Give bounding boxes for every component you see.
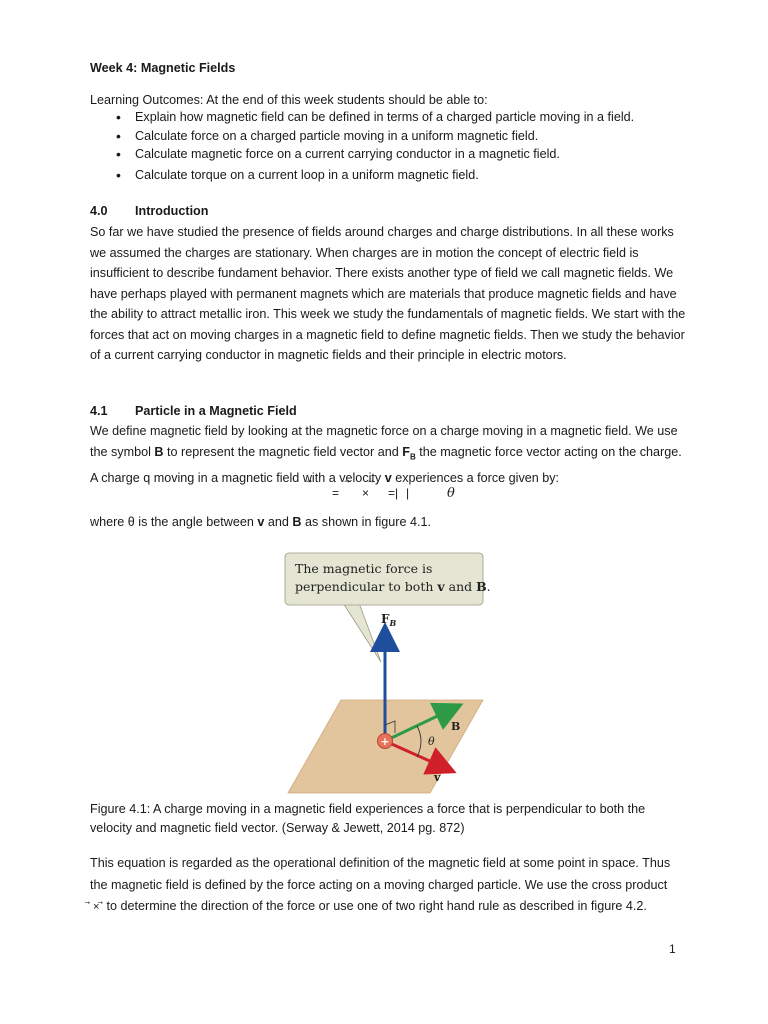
equation-fragment: | <box>406 486 410 500</box>
intro-paragraph: So far we have studied the presence of fields around charges and charge distributions. In all these works we assumed the charges are stationary. When charges are in motion the concept of electric field is insufficient to describe fundament behavior. There exists another type of field we call magnetic fields. We have perhaps played with permanent magnets which are materials that produce magnetic fields and have the ability to attract metallic iron. This week we study the fundamentals of magnetic fields. We start with the forces that act on moving charges in a magnetic field to define magnetic fields. Then we study the behavior of a current carrying conductor in magnetic fields and their principle in electric motors. <box>90 225 686 362</box>
section-title: Particle in a Magnetic Field <box>135 404 297 418</box>
callout-pointer <box>343 603 381 662</box>
callout-line-1: The magnetic force is <box>295 561 433 576</box>
figure-illustration <box>285 545 491 800</box>
section-number: 4.0 <box>90 204 108 218</box>
figure-caption: Figure 4.1: A charge moving in a magnetic field experiences a force that is perpendicular to both the velocity and magnetic field vector. (Serway & Jewett, 2014 pg. 872) <box>90 802 646 835</box>
particle-paragraph <box>90 421 690 488</box>
theta-label: θ <box>428 735 435 748</box>
learning-outcomes-intro: Learning Outcomes: At the end of this week students should be able to: <box>90 93 488 107</box>
theta-symbol: θ <box>447 486 455 501</box>
figure-magnetic-force <box>285 545 491 800</box>
force-label: $F_B$ <box>381 612 397 628</box>
page-number: 1 <box>669 942 676 956</box>
section-number: 4.1 <box>90 404 108 418</box>
text-run: the magnetic force vector acting on the charge. A charge q moving in a magnetic field with a velocity <box>90 444 682 485</box>
text-run: to represent the magnetic field vector and <box>163 444 403 459</box>
section-title: Introduction <box>135 204 209 218</box>
symbol-v: v <box>384 470 392 485</box>
field-label: B <box>451 720 461 733</box>
equation-fragment: = <box>332 486 340 500</box>
cross-product-symbol: ⃗ × ⃗ <box>90 901 103 913</box>
list-item: • Calculate magnetic force on a current carrying conductor in a magnetic field. <box>90 145 690 164</box>
force-equation <box>300 484 500 506</box>
section-heading-particle <box>90 401 297 421</box>
list-item: • Calculate torque on a current loop in a uniform magnetic field. <box>90 166 690 185</box>
charge-sign: + <box>380 735 390 748</box>
symbol-fb: $F_B$ <box>402 444 416 462</box>
list-item: • Explain how magnetic field can be defined in terms of a charged particle moving in a field. <box>90 108 690 127</box>
list-item: • Calculate force on a charged particle moving in a uniform magnetic field. <box>90 127 690 146</box>
equation-fragment: =| <box>388 486 399 500</box>
text-run: experiences a force given by: <box>391 470 560 485</box>
equation-fragment: × <box>362 486 370 500</box>
angle-sentence: where θ is the angle between v and B as shown in figure 4.1. <box>90 515 431 529</box>
learning-outcomes-list <box>90 108 690 184</box>
callout-line-2: perpendicular to both v and B. <box>295 579 491 594</box>
text-run: We define magnetic field by looking at the magnetic force on a charge moving in a magnetic field. We use the symbol <box>90 424 678 459</box>
symbol-b: B <box>154 444 164 459</box>
velocity-label: v <box>434 771 441 784</box>
page-title: Week 4: Magnetic Fields <box>90 61 236 75</box>
section-heading-intro <box>90 201 208 221</box>
definition-paragraph: This equation is regarded as the operational definition of the magnetic field at some point in space. Thus the magnetic field is defined by the force acting on a moving charged particle. We use the cross product ⃗ × ⃗ to determine the direction of the force or use one of two right hand rule as described in figure 4.2. <box>90 856 671 913</box>
